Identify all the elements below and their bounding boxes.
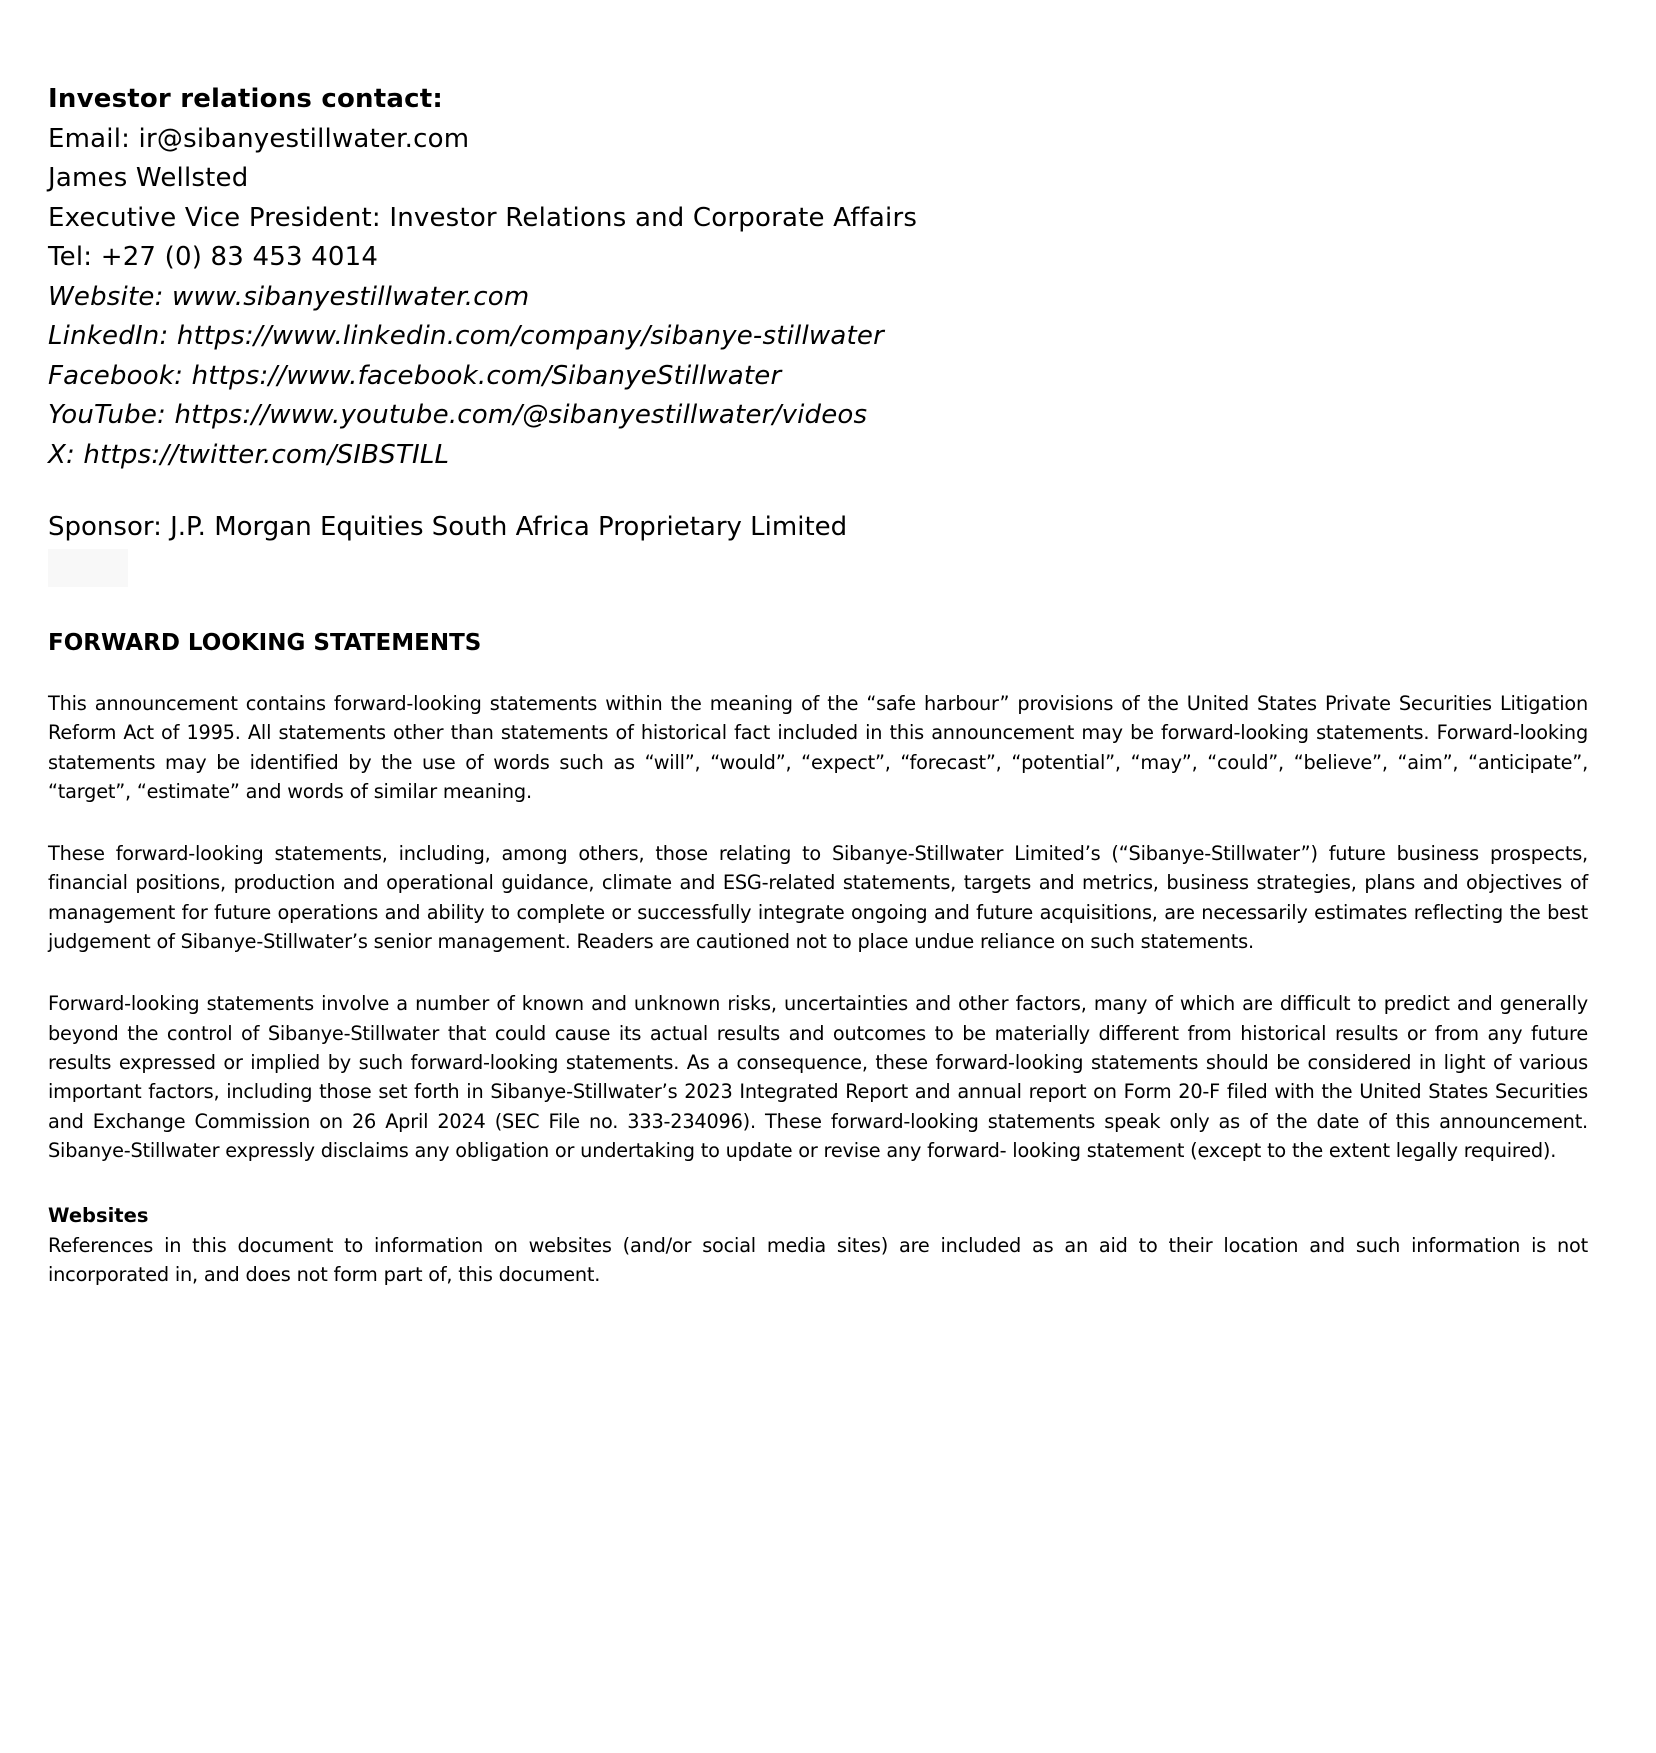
- document-page: [48, 80, 1588, 1290]
- forward-looking-paragraph: This announcement contains forward-looking statements within the meaning of the “safe harbour” provisions of the United States Private Securities Litigation Reform Act of 1995. All statements other than statements of historical fact included in this announcement may be forward-looking statements. Forward-looking statements may be identified by the use of words such as “will”, “would”, “expect”, “forecast”, “potential”, “may”, “could”, “believe”, “aim”, “anticipate”, “target”, “estimate” and words of similar meaning.: [48, 692, 1588, 803]
- blank-placeholder-box: [48, 549, 128, 587]
- forward-looking-paragraph: Forward-looking statements involve a number of known and unknown risks, uncertainties and other factors, many of which are difficult to predict and generally beyond the control of Sibanye-Stillwater that could cause its actual results and outcomes to be materially different from historical results or from any future results expressed or implied by such forward-looking statements. As a consequence, these forward-looking statements should be considered in light of various important factors, including those set forth in Sibanye-Stillwater’s 2023 Integrated Report and annual report on Form 20-F filed with the United States Securities and Exchange Commission on 26 April 2024 (SEC File no. 333-234096). These forward-looking statements speak only as of the date of this announcement. Sibanye-Stillwater expressly disclaims any obligation or undertaking to update or revise any forward- looking statement (except to the extent legally required).: [48, 992, 1588, 1162]
- sponsor-line: Sponsor: J.P. Morgan Equities South Africa Proprietary Limited: [48, 512, 848, 542]
- forward-looking-title: FORWARD LOOKING STATEMENTS: [48, 630, 482, 656]
- contact-linkedin-link[interactable]: LinkedIn: https://www.linkedin.com/company/sibanye-stillwater: [48, 321, 884, 351]
- contact-tel: Tel: +27 (0) 83 453 4014: [48, 242, 379, 272]
- websites-paragraph: References in this document to information on websites (and/or social media sites) are included as an aid to their location and such information is not incorporated in, and does not form part of, this document.: [48, 1234, 1588, 1287]
- contact-title: Executive Vice President: Investor Relations and Corporate Affairs: [48, 202, 918, 233]
- contact-name: James Wellsted: [48, 163, 249, 193]
- contact-website-link[interactable]: Website: www.sibanyestillwater.com: [48, 281, 530, 312]
- contact-youtube-link[interactable]: YouTube: https://www.youtube.com/@sibanyestillwater/videos: [48, 400, 868, 430]
- investor-contact-block: [48, 80, 1588, 475]
- contact-x-link[interactable]: X: https://twitter.com/SIBSTILL: [48, 439, 450, 470]
- contact-facebook-link[interactable]: Facebook: https://www.facebook.com/SibanyeStillwater: [48, 360, 782, 391]
- contact-email[interactable]: Email: ir@sibanyestillwater.com: [48, 123, 470, 154]
- contact-heading: Investor relations contact:: [48, 84, 443, 114]
- forward-looking-paragraph: These forward-looking statements, including, among others, those relating to Sibanye-Stillwater Limited’s (“Sibanye-Stillwater”) future business prospects, financial positions, production and operational guidance, climate and ESG-related statements, targets and metrics, business strategies, plans and objectives of management for future operations and ability to complete or successfully integrate ongoing and future acquisitions, are necessarily estimates reflecting the best judgement of Sibanye-Stillwater’s senior management. Readers are cautioned not to place undue reliance on such statements.: [48, 842, 1588, 954]
- websites-title: Websites: [48, 1204, 149, 1228]
